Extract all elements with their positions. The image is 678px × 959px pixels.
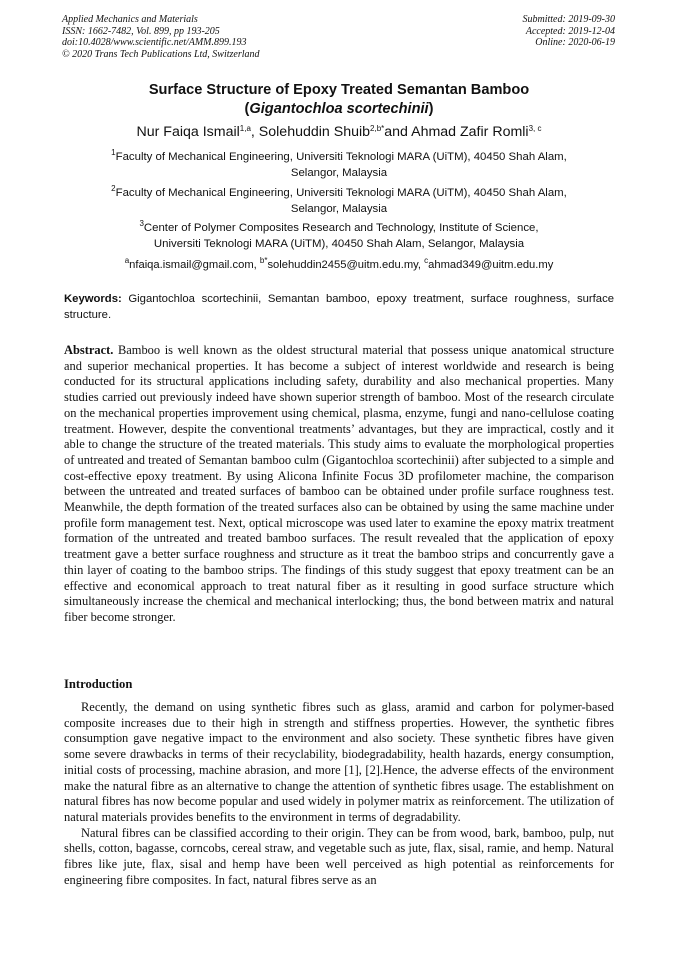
affiliation-2-line-2: Selangor, Malaysia	[290, 202, 388, 215]
keywords	[64, 292, 614, 323]
email-a: nfaiqa.ismail@gmail.com,	[129, 259, 260, 271]
email-c: ahmad349@uitm.edu.my	[428, 259, 554, 271]
email-a-sup: a	[124, 256, 130, 265]
author-2: , Solehuddin Shuib	[250, 124, 371, 140]
section-heading-introduction: Introduction	[64, 677, 133, 691]
author-list	[30, 123, 648, 141]
keywords-label: Keywords:	[64, 293, 122, 305]
author-2-sup: 2,b*	[370, 124, 385, 133]
affiliation-2-line-1: Faculty of Mechanical Engineering, Universiti Teknologi MARA (UiTM), 40450 Shah Alam,	[115, 187, 567, 199]
journal-copyright: © 2020 Trans Tech Publications Ltd, Switzerland	[62, 48, 260, 60]
affiliation-3-line-2: Universiti Teknologi MARA (UiTM), 40450 Shah Alam, Selangor, Malaysia	[153, 237, 525, 250]
journal-doi: doi:10.4028/www.scientific.net/AMM.899.193	[62, 37, 247, 48]
title-species: Gigantochloa scortechinii	[249, 101, 429, 117]
author-3-sup: 3, c	[528, 124, 542, 133]
title-line-1: Surface Structure of Epoxy Treated Semantan Bamboo	[148, 82, 530, 98]
affiliation-3	[60, 221, 618, 252]
publication-dates	[523, 14, 616, 49]
affiliation-3-line-1: Center of Polymer Composites Research and Technology, Institute of Science,	[143, 222, 539, 234]
date-accepted: Accepted: 2019-12-04	[525, 25, 615, 37]
affiliation-2	[60, 186, 618, 217]
author-1: Nur Faiqa Ismail	[136, 124, 240, 140]
journal-name: Applied Mechanics and Materials	[62, 14, 198, 25]
affiliation-1-line-1: Faculty of Mechanical Engineering, Universiti Teknologi MARA (UiTM), 40450 Shah Alam,	[115, 151, 567, 163]
affiliation-3-sup: 3	[139, 219, 144, 228]
email-b: solehuddin2455@uitm.edu.my,	[267, 259, 425, 271]
paper-title	[40, 81, 638, 119]
affiliation-1-line-2: Selangor, Malaysia	[290, 166, 388, 179]
author-1-sup: 1,a	[239, 124, 251, 133]
affiliation-1	[60, 150, 618, 181]
abstract-text: Bamboo is well known as the oldest structural material that possess unique anatomical structure and superior mechanical properties. It has become a subject of interest worldwide and research is being conducted for its structural applications including safety, durability and also mechanical properties. Many studies carried out previously indeed have shown superior strength of bamboo. Most of the research circulate on the mechanical properties improvement using chemical, plasma, enzyme, fungi and nano-cellulose coating treatment. However, despite the conventional treatments’ advantages, but they are impractical, costly and it able to change the structure of the treated materials. This study aims to evaluate the morphological properties of untreated and treated of Semantan bamboo culm (Gigantochloa scortechinii) after subjected to a simple and cost-effective epoxy treatment. By using Alicona Infinite Focus 3D profilometer machine, the comparison between the untreated and treated surfaces of bamboo can be obtained under profile surface roughness test. Meanwhile, the depth formation of the treated surfaces also can be obtained by using the same machine under profile form management test. Next, optical microscope was used later to examine the epoxy matrix treatment formation of the untreated and treated bamboo surfaces. The result revealed that the application of epoxy treatment gave a better surface roughness and structure as it treat the bamboo strips and concurrently gave a thin layer of coating to the bamboo strips. The findings of this study suggest that epoxy treatment can be an effective and economical approach to treat natural fiber as it resulting in good surface structure which simultaneously increase the chemical and mechanical interlocking; thus, the bond between matrix and natural fiber become stronger.	[64, 343, 614, 624]
date-online: Online: 2020-06-19	[535, 37, 615, 48]
affiliation-1-sup: 1	[111, 148, 116, 157]
introduction-body	[64, 700, 614, 888]
title-paren-open: (	[244, 101, 250, 117]
author-emails	[40, 258, 638, 273]
title-paren-close: )	[428, 101, 434, 117]
introduction-paragraph-2: Natural fibres can be classified according to their origin. They can be from wood, bark, bamboo, pulp, nut shells, cotton, bagasse, corncobs, cereal straw, and vegetable such as jute, flax, sisal, ramie, and hemp. Natural fibres like jute, flax, sisal and hemp have been well perceived as high potential as reinforcements for engineering fibre composites. In fact, natural fibres serve as an	[64, 825, 614, 887]
journal-issn: ISSN: 1662-7482, Vol. 899, pp 193-205	[62, 25, 220, 37]
journal-info	[62, 14, 260, 60]
abstract	[64, 343, 614, 626]
title-line-2	[40, 100, 638, 119]
author-3: and Ahmad Zafir Romli	[384, 124, 529, 140]
email-c-sup: c	[424, 256, 429, 265]
abstract-label: Abstract.	[64, 343, 114, 357]
keywords-text: Gigantochloa scortechinii, Semantan bamboo, epoxy treatment, surface roughness, surface structure.	[64, 293, 614, 321]
affiliation-2-sup: 2	[111, 184, 116, 193]
introduction-paragraph-1: Recently, the demand on using synthetic fibres such as glass, aramid and carbon for polymer-based composite increases due to their high in strength and stiffness properties. However, the synthetic fibres consumption gave negative impact to the environment and also society. These synthetic fibres have given some severe drawbacks in terms of their recyclability, biodegradability, health hazards, energy consumption, initial costs of processing, machine abrasion, and more [1], [2].Hence, the adverse effects of the environment make the natural fibre as an alternative to change the attention of synthetic fibres usage. The establishment on natural fibres has now become popular and used widely in polymer matrix as reinforcement. The utilization of natural materials provides benefits to the environment in terms of degradability.	[64, 700, 614, 824]
email-b-sup: b*	[259, 256, 268, 265]
date-submitted: Submitted: 2019-09-30	[522, 14, 615, 25]
